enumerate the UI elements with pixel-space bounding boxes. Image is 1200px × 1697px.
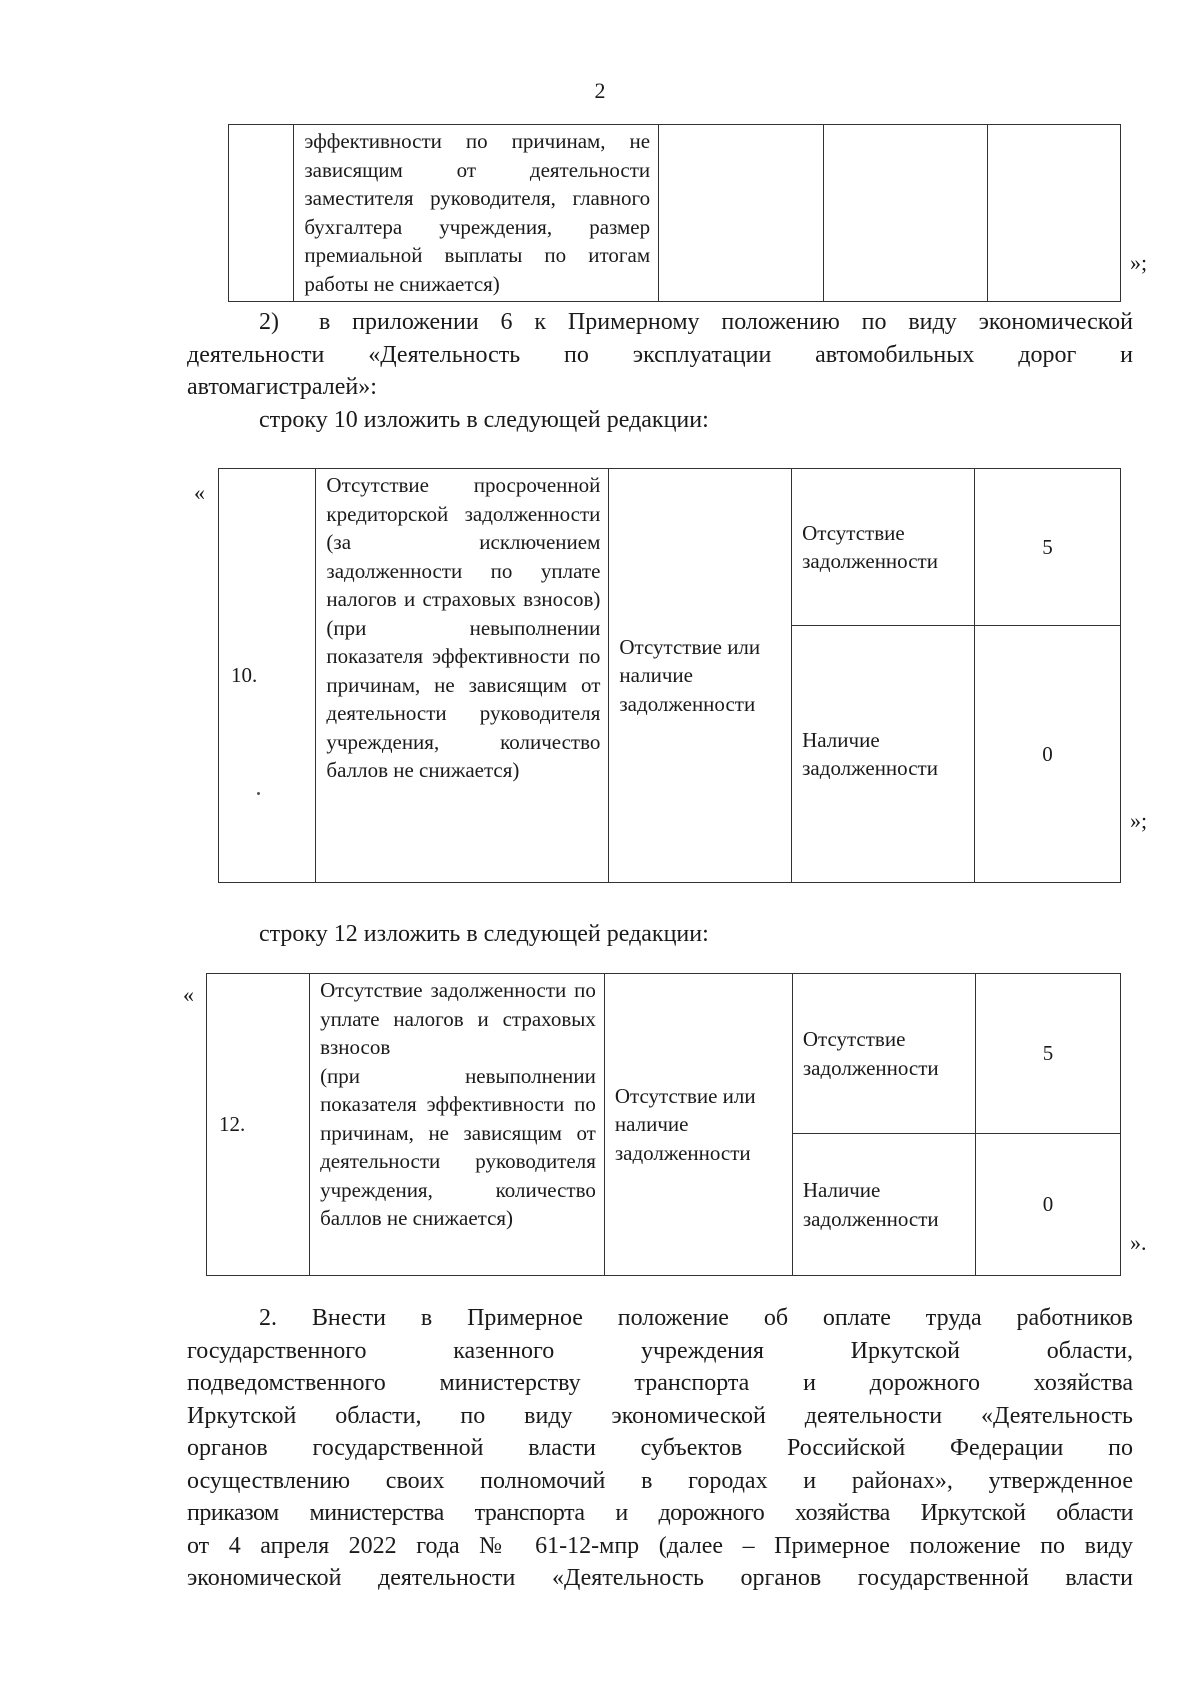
row12-criterion: Отсутствие или наличие задолженности: [604, 974, 792, 1276]
closing-quote: »;: [1130, 808, 1148, 833]
item-text-line: автомагистралей»:: [187, 374, 377, 400]
row12-description-line: Отсутствие задолженности по уплате налогов и страховых взносов: [320, 978, 596, 1059]
row12-option-score: 0: [976, 1134, 1121, 1276]
paragraph-2: [187, 1302, 1133, 1595]
row12-description-line: (при невыполнении показателя эффективности по причинам, не зависящим от деятельности руководителя учреждения, количество баллов не снижается): [320, 1063, 596, 1230]
item-number: 2): [259, 309, 279, 335]
paragraph-line: от 4 апреля 2022 года № 61-12-мпр (далее – Примерное положение по виду: [187, 1532, 1133, 1559]
table-cell-empty: [659, 125, 824, 302]
table-row-12: [206, 973, 1121, 1276]
item-text-line: деятельности «Деятельность по эксплуатации автомобильных дорог и: [187, 341, 1133, 368]
row12-option-score: 5: [976, 974, 1121, 1134]
row12-number: 12.: [207, 974, 310, 1276]
row10-option-label: Наличие задолженности: [792, 626, 975, 883]
paragraph-line: приказом министерства транспорта и дорожного хозяйства Иркутской области: [187, 1500, 1133, 1526]
table-row-10: [218, 468, 1121, 883]
paragraph-line: 2. Внести в Примерное положение об оплате труда работников: [259, 1305, 1133, 1331]
row10-number: 10.: [219, 469, 316, 883]
row10-instruction: строку 10 изложить в следующей редакции:: [259, 406, 709, 433]
table-cell-description: эффективности по причинам, не зависящим от деятельности заместителя руководителя, главного бухгалтера учреждения, размер премиальной выплаты по итогам работы не снижается): [294, 125, 659, 302]
closing-quote: ».: [1130, 1230, 1147, 1255]
item-2-paragraph: [187, 306, 1133, 436]
paragraph-line: государственного казенного учреждения Иркутской области,: [187, 1337, 1133, 1364]
paragraph-line: органов государственной власти субъектов Российской Федерации по: [187, 1435, 1133, 1461]
opening-quote: «: [194, 480, 205, 505]
row10-option-score: 5: [974, 469, 1120, 626]
row10-option-label: Отсутствие задолженности: [792, 469, 975, 626]
row12-option-label: Отсутствие задолженности: [792, 974, 975, 1134]
table-cell-number: [229, 125, 294, 302]
page-number: 2: [594, 78, 606, 103]
row12-description: [310, 974, 605, 1276]
table-cell-empty: [988, 125, 1121, 302]
paragraph-line: экономической деятельности «Деятельность органов государственной власти: [187, 1565, 1133, 1591]
row12-option-label: Наличие задолженности: [792, 1134, 975, 1276]
row12-instruction: строку 12 изложить в следующей редакции:: [259, 921, 709, 947]
opening-quote: «: [183, 982, 194, 1007]
item-text-line: в приложении 6 к Примерному положению по виду экономической: [319, 309, 1133, 335]
scan-dot: [257, 792, 260, 795]
table-cell-empty: [823, 125, 988, 302]
closing-quote: »;: [1130, 250, 1148, 275]
row10-criterion: Отсутствие или наличие задолженности: [609, 469, 792, 883]
row10-description: Отсутствие просроченной кредиторской задолженности (за исключением задолженности по уплате налогов и страховых взносов) (при невыполнении показателя эффективности по причинам, не зависящим от деятельности руководителя учреждения, количество баллов не снижается): [316, 469, 609, 883]
table-continuation: [228, 124, 1121, 302]
paragraph-line: Иркутской области, по виду экономической деятельности «Деятельность: [187, 1402, 1133, 1429]
paragraph-line: подведомственного министерству транспорта и дорожного хозяйства: [187, 1370, 1133, 1396]
row10-option-score: 0: [974, 626, 1120, 883]
paragraph-line: осуществлению своих полномочий в городах и районах», утвержденное: [187, 1467, 1133, 1494]
